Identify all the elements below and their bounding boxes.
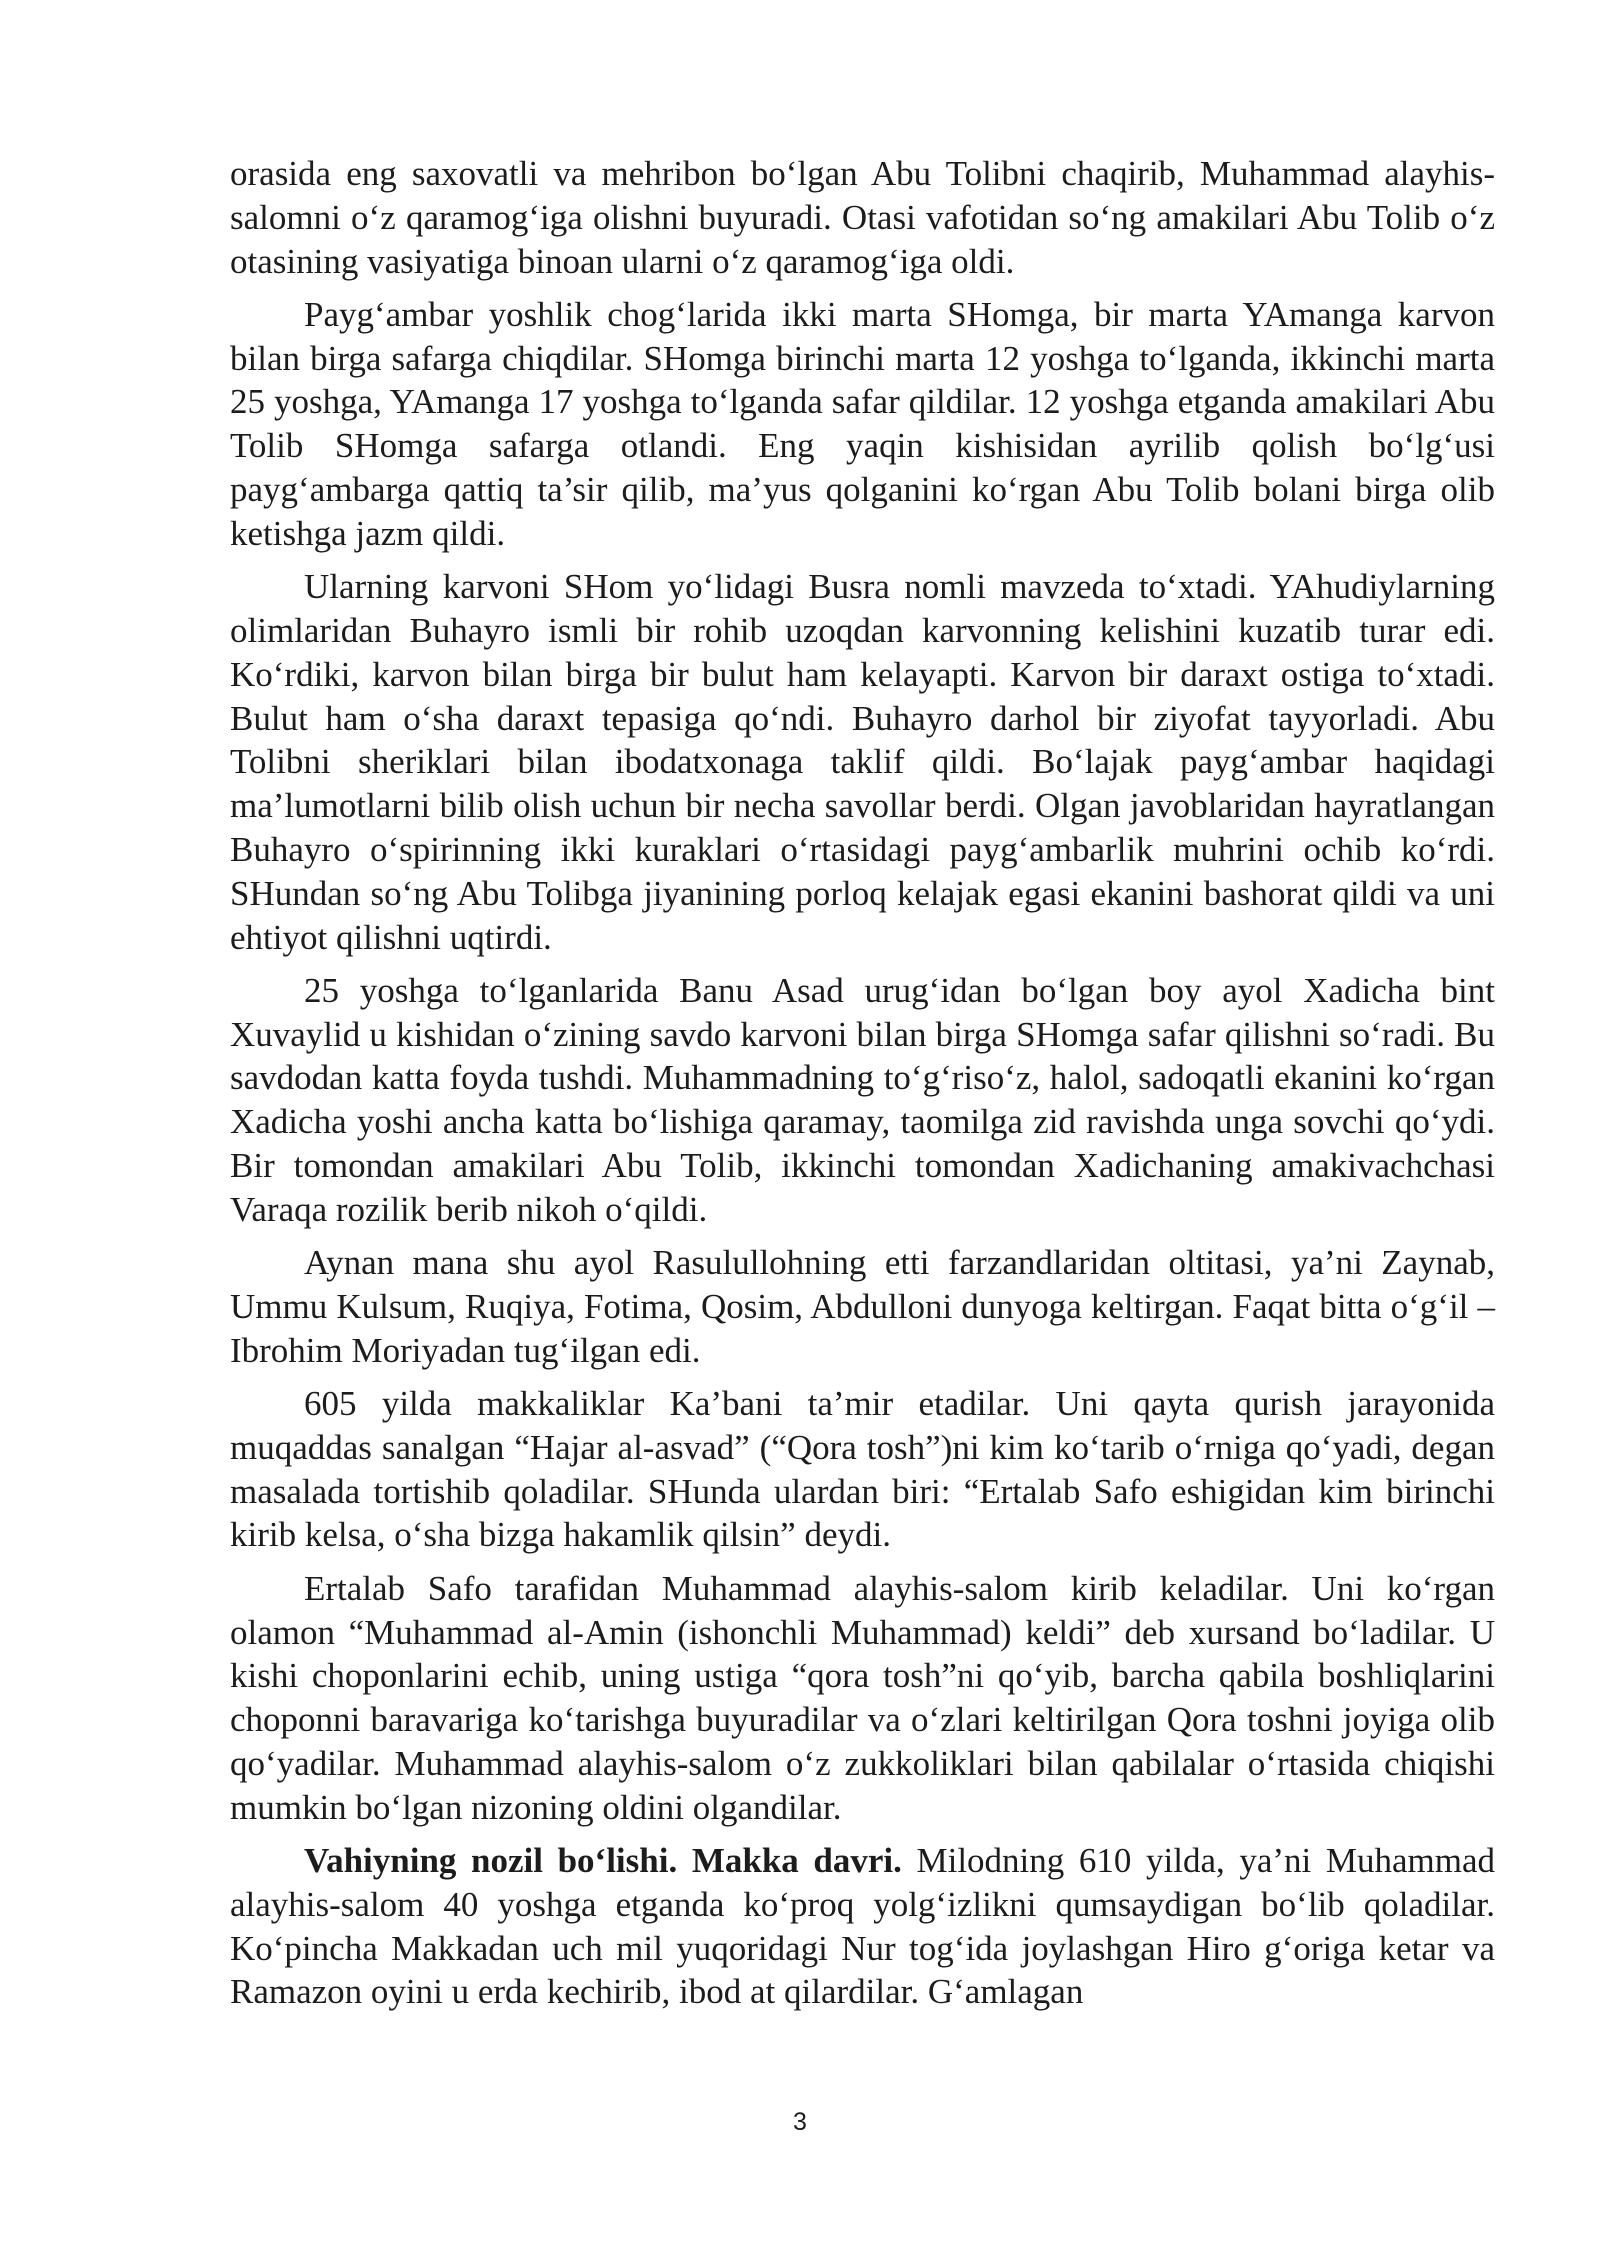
paragraph-8-text: Milodning 610 yilda, ya’ni Muhammad alayhis-salom 40 yoshga etganda ko‘proq yolg‘izlikni qumsaydigan bo‘lib qoladilar. Ko‘pincha Makkadan uch mil yuqoridagi Nur tog‘ida joylashgan Hiro g‘origa ketar va Ramazon oyini u erda kechirib, ibod at qilardilar. G‘amlagan bbox=[230, 1840, 1495, 2012]
paragraph-4: 25 yoshga to‘lganlarida Banu Asad urug‘idan bo‘lgan boy ayol Xadicha bint Xuvaylid u kishidan o‘zining savdo karvoni bilan birga SHomga safar qilishni so‘radi. Bu savdodan katta foyda tushdi. Muhammadning to‘g‘riso‘z, halol, sadoqatli ekanini ko‘rgan Xadicha yoshi ancha katta bo‘lishiga qaramay, taomilga zid ravishda unga sovchi qo‘ydi. Bir tomondan amakilari Abu Tolib, ikkinchi tomondan Xadichaning amakivachchasi Varaqa rozilik berib nikoh o‘qildi. bbox=[230, 970, 1495, 1229]
paragraph-3: Ularning karvoni SHom yo‘lidagi Busra nomli mavzeda to‘xtadi. YAhudiylarning olimlaridan Buhayro ismli bir rohib uzoqdan karvonning kelishini kuzatib turar edi. Ko‘rdiki, karvon bilan birga bir bulut ham kelayapti. Karvon bir daraxt ostiga to‘xtadi. Bulut ham o‘sha daraxt tepasiga qo‘ndi. Buhayro darhol bir ziyofat tayyorladi. Abu Tolibni sheriklari bilan ibodatxonaga taklif qildi. Bo‘lajak payg‘ambar haqidagi ma’lumotlarni bilib olish uchun bir necha savollar berdi. Olgan javoblaridan hayratlangan Buhayro o‘spirinning ikki kuraklari o‘rtasidagi payg‘ambarlik muhrini ochib ko‘rdi. SHundan so‘ng Abu Tolibga jiyanining porloq kelajak egasi ekanini bashorat qildi va uni ehtiyot qilishni uqtirdi. bbox=[230, 567, 1495, 957]
paragraph-1: orasida eng saxovatli va mehribon bo‘lgan Abu Tolibni chaqirib, Muhammad alayhis-salomni o‘z qaramog‘iga olishni buyuradi. Otasi vafotidan so‘ng amakilari Abu Tolib o‘z otasining vasiyatiga binoan ularni o‘z qaramog‘iga oldi. bbox=[230, 154, 1495, 281]
page-number: 3 bbox=[793, 2108, 807, 2136]
paragraph-8 bbox=[230, 1839, 1495, 2014]
section-heading: Vahiyning nozil bo‘lishi. Makka davri. bbox=[304, 1840, 902, 1880]
paragraph-2: Payg‘ambar yoshlik chog‘larida ikki marta SHomga, bir marta YAmanga karvon bilan birga safarga chiqdilar. SHomga birinchi marta 12 yoshga to‘lganda, ikkinchi marta 25 yoshga, YAmanga 17 yoshga to‘lganda safar qildilar. 12 yoshga etganda amakilari Abu Tolib SHomga safarga otlandi. Eng yaqin kishisidan ayrilib qolish bo‘lg‘usi payg‘ambarga qattiq ta’sir qilib, ma’yus qolganini ko‘rgan Abu Tolib bolani birga olib ketishga jazm qildi. bbox=[230, 294, 1495, 553]
paragraph-5: Aynan mana shu ayol Rasulullohning etti farzandlaridan oltitasi, ya’ni Zaynab, Ummu Kulsum, Ruqiya, Fotima, Qosim, Abdulloni dunyoga keltirgan. Faqat bitta o‘g‘il – Ibrohim Moriyadan tug‘ilgan edi. bbox=[230, 1243, 1495, 1370]
paragraph-7: Ertalab Safo tarafidan Muhammad alayhis-salom kirib keladilar. Uni ko‘rgan olamon “Muhammad al-Amin (ishonchli Muhammad) keldi” deb xursand bo‘ladilar. U kishi choponlarini echib, uning ustiga “qora tosh”ni qo‘yib, barcha qabila boshliqlarini choponni baravariga ko‘tarishga buyuradilar va o‘zlari keltirilgan Qora toshni joyiga olib qo‘yadilar. Muhammad alayhis-salom o‘z zukkoliklari bilan qabilalar o‘rtasida chiqishi mumkin bo‘lgan nizoning oldini olgandilar. bbox=[230, 1568, 1495, 1827]
paragraph-6: 605 yilda makkaliklar Ka’bani ta’mir etadilar. Uni qayta qurish jarayonida muqaddas sanalgan “Hajar al-asvad” (“Qora tosh”)ni kim ko‘tarib o‘rniga qo‘yadi, degan masalada tortishib qoladilar. SHunda ulardan biri: “Ertalab Safo eshigidan kim birinchi kirib kelsa, o‘sha bizga hakamlik qilsin” deydi. bbox=[230, 1384, 1495, 1555]
document-page bbox=[230, 152, 1495, 2024]
